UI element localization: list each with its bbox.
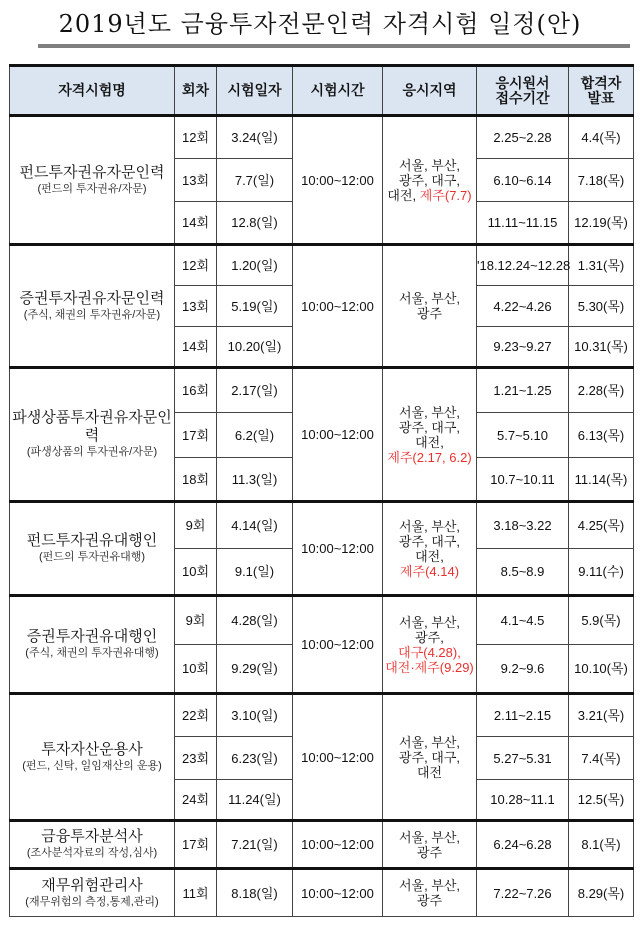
region-line: 서울, 부산,	[398, 734, 461, 750]
result-date-cell: 4.4(목)	[569, 116, 634, 159]
header-time: 시험시간	[293, 66, 383, 116]
exam-name: 펀드투자권유대행인	[26, 532, 158, 549]
region-line: 서울, 부산,	[398, 404, 461, 420]
title-underline	[38, 44, 630, 48]
region-cell	[383, 245, 477, 368]
exam-description: (재무위험의 측정,통제,관리)	[25, 895, 159, 908]
region-line: 대전,	[415, 548, 444, 564]
header-period-line1: 응시원서	[495, 74, 550, 91]
region-cell	[383, 116, 477, 245]
header-result	[569, 66, 634, 116]
region-line: 서울, 부산,	[398, 157, 461, 173]
exam-time-cell: 10:00~12:00	[293, 694, 383, 821]
region-line: 광주, 대구,	[398, 172, 461, 188]
round-cell: 17회	[175, 821, 217, 869]
exam-date-cell: 9.29(일)	[217, 645, 293, 694]
header-round: 회차	[175, 66, 217, 116]
result-date-cell: 7.18(목)	[569, 159, 634, 202]
exam-time-cell: 10:00~12:00	[293, 502, 383, 596]
application-period-cell: 5.7~5.10	[477, 413, 569, 458]
table-row	[10, 596, 634, 645]
application-period-cell: 3.18~3.22	[477, 502, 569, 549]
region-line: 광주	[416, 844, 443, 860]
application-period-cell: 10.7~10.11	[477, 458, 569, 502]
round-cell: 12회	[175, 116, 217, 159]
table-row	[10, 245, 634, 286]
result-date-cell: 3.21(목)	[569, 694, 634, 737]
exam-date-cell: 12.8(일)	[217, 202, 293, 245]
region-cell	[383, 502, 477, 596]
result-date-cell: 5.9(목)	[569, 596, 634, 645]
region-cell	[383, 368, 477, 502]
exam-date-cell: 4.28(일)	[217, 596, 293, 645]
header-period	[477, 66, 569, 116]
exam-name-cell	[10, 245, 175, 368]
round-cell: 10회	[175, 549, 217, 596]
region-line	[383, 450, 476, 465]
exam-time-cell: 10:00~12:00	[293, 596, 383, 694]
header-name: 자격시험명	[10, 66, 175, 116]
exam-schedule-table	[9, 64, 634, 917]
exam-date-cell: 7.7(일)	[217, 159, 293, 202]
region-line	[383, 564, 476, 579]
application-period-cell: 9.2~9.6	[477, 645, 569, 694]
exam-name: 펀드투자권유자문인력	[19, 163, 165, 181]
exam-name-cell	[10, 821, 175, 869]
exam-date-cell: 4.14(일)	[217, 502, 293, 549]
result-date-cell: 12.5(목)	[569, 780, 634, 821]
table-row	[10, 116, 634, 159]
header-result-line1: 합격자	[580, 74, 622, 91]
application-period-cell: 2.11~2.15	[477, 694, 569, 737]
exam-name: 증권투자권유자문인력	[19, 289, 165, 307]
round-cell: 12회	[175, 245, 217, 286]
exam-description: (파생상품의 투자권유/자문)	[26, 446, 158, 458]
round-cell: 13회	[175, 286, 217, 327]
result-date-cell: 5.30(목)	[569, 286, 634, 327]
application-period-cell: 8.5~8.9	[477, 549, 569, 596]
application-period-cell: '18.12.24~12.28	[477, 245, 569, 286]
result-date-cell: 10.10(목)	[569, 645, 634, 694]
exam-description: (주식, 채권의 투자권유/자문)	[23, 308, 161, 321]
round-cell: 10회	[175, 645, 217, 694]
exam-time-cell: 10:00~12:00	[293, 869, 383, 917]
result-date-cell: 6.13(목)	[569, 413, 634, 458]
exam-name-cell	[10, 502, 175, 596]
application-period-cell: 1.21~1.25	[477, 368, 569, 413]
exam-name-cell	[10, 596, 175, 694]
region-line: 광주,	[415, 629, 444, 645]
table-row	[10, 694, 634, 737]
header-row	[10, 66, 634, 116]
region-line: 광주, 대구,	[398, 533, 461, 549]
region-line: 대전	[416, 764, 443, 780]
exam-name: 파생상품투자권유자문인력	[12, 409, 172, 444]
region-line: 서울, 부산,	[398, 878, 461, 893]
exam-name: 금융투자분석사	[41, 828, 143, 845]
exam-description: (펀드의 투자권유대행)	[38, 551, 145, 563]
exam-name: 재무위험관리사	[41, 876, 143, 894]
region-cell	[383, 821, 477, 869]
exam-date-cell: 5.19(일)	[217, 286, 293, 327]
region-line	[383, 645, 476, 660]
application-period-cell: 4.1~4.5	[477, 596, 569, 645]
result-date-cell: 11.14(목)	[569, 458, 634, 502]
round-cell: 11회	[175, 869, 217, 917]
header-result-line2: 발표	[587, 89, 615, 106]
round-cell: 22회	[175, 694, 217, 737]
result-date-cell: 1.31(목)	[569, 245, 634, 286]
application-period-cell: 9.23~9.27	[477, 327, 569, 368]
exam-date-cell: 11.3(일)	[217, 458, 293, 502]
table-row	[10, 821, 634, 869]
result-date-cell: 4.25(목)	[569, 502, 634, 549]
application-period-cell: 11.11~11.15	[477, 202, 569, 245]
application-period-cell: 10.28~11.1	[477, 780, 569, 821]
region-cell	[383, 596, 477, 694]
region-line: 대전,	[415, 434, 444, 450]
exam-name: 증권투자권유대행인	[26, 628, 158, 645]
result-date-cell: 8.1(목)	[569, 821, 634, 869]
exam-time-cell: 10:00~12:00	[293, 245, 383, 368]
result-date-cell: 8.29(목)	[569, 869, 634, 917]
exam-description: (조사분석자료의 작성,심사)	[26, 847, 158, 859]
exam-date-cell: 3.24(일)	[217, 116, 293, 159]
region-line: 광주, 대구,	[398, 419, 461, 435]
exam-date-cell: 7.21(일)	[217, 821, 293, 869]
exam-time-cell: 10:00~12:00	[293, 368, 383, 502]
region-text: 대전,	[387, 187, 417, 203]
region-cell	[383, 694, 477, 821]
region-highlight: 대구(4.28),	[398, 644, 461, 660]
result-date-cell: 2.28(목)	[569, 368, 634, 413]
region-cell	[383, 869, 477, 917]
exam-date-cell: 6.23(일)	[217, 737, 293, 780]
region-line: 서울, 부산,	[398, 614, 461, 630]
exam-description: (펀드, 신탁, 일임재산의 운용)	[22, 759, 162, 772]
exam-name-cell	[10, 694, 175, 821]
round-cell: 17회	[175, 413, 217, 458]
exam-time-cell: 10:00~12:00	[293, 116, 383, 245]
round-cell: 9회	[175, 596, 217, 645]
region-line: 서울, 부산,	[398, 518, 461, 534]
round-cell: 16회	[175, 368, 217, 413]
application-period-cell: 2.25~2.28	[477, 116, 569, 159]
table-row	[10, 368, 634, 413]
exam-name: 투자자산운용사	[41, 740, 143, 758]
region-highlight: 대전·제주(9.29)	[385, 659, 474, 675]
exam-date-cell: 8.18(일)	[217, 869, 293, 917]
table-row	[10, 502, 634, 549]
application-period-cell: 6.10~6.14	[477, 159, 569, 202]
application-period-cell: 5.27~5.31	[477, 737, 569, 780]
exam-description: (주식, 채권의 투자권유대행)	[25, 647, 159, 659]
result-date-cell: 12.19(목)	[569, 202, 634, 245]
region-line: 서울, 부산,	[398, 291, 461, 306]
result-date-cell: 9.11(수)	[569, 549, 634, 596]
region-line: 서울, 부산,	[398, 829, 461, 845]
exam-date-cell: 11.24(일)	[217, 780, 293, 821]
round-cell: 14회	[175, 327, 217, 368]
exam-date-cell: 2.17(일)	[217, 368, 293, 413]
header-period-line2: 접수기간	[495, 89, 550, 106]
table-row	[10, 869, 634, 917]
exam-name-cell	[10, 869, 175, 917]
page-title: 2019년도 금융투자전문인력 자격시험 일정(안)	[58, 10, 582, 38]
exam-name-cell	[10, 368, 175, 502]
region-line: 광주	[416, 893, 443, 908]
region-line	[383, 188, 476, 203]
application-period-cell: 6.24~6.28	[477, 821, 569, 869]
round-cell: 13회	[175, 159, 217, 202]
result-date-cell: 10.31(목)	[569, 327, 634, 368]
application-period-cell: 7.22~7.26	[477, 869, 569, 917]
result-date-cell: 7.4(목)	[569, 737, 634, 780]
exam-name-cell	[10, 116, 175, 245]
round-cell: 18회	[175, 458, 217, 502]
round-cell: 9회	[175, 502, 217, 549]
round-cell: 23회	[175, 737, 217, 780]
region-line: 광주, 대구,	[398, 749, 461, 765]
exam-description: (펀드의 투자권유/자문)	[37, 182, 147, 195]
exam-date-cell: 6.2(일)	[217, 413, 293, 458]
region-highlight: 제주(4.14)	[399, 563, 460, 579]
exam-date-cell: 1.20(일)	[217, 245, 293, 286]
round-cell: 24회	[175, 780, 217, 821]
exam-date-cell: 3.10(일)	[217, 694, 293, 737]
region-highlight: 제주(7.7)	[419, 187, 472, 203]
exam-date-cell: 9.1(일)	[217, 549, 293, 596]
header-date: 시험일자	[217, 66, 293, 116]
region-line: 광주	[416, 306, 443, 321]
region-highlight: 제주(2.17, 6.2)	[387, 449, 472, 465]
exam-date-cell: 10.20(일)	[217, 327, 293, 368]
round-cell: 14회	[175, 202, 217, 245]
application-period-cell: 4.22~4.26	[477, 286, 569, 327]
header-region: 응시지역	[383, 66, 477, 116]
exam-time-cell: 10:00~12:00	[293, 821, 383, 869]
